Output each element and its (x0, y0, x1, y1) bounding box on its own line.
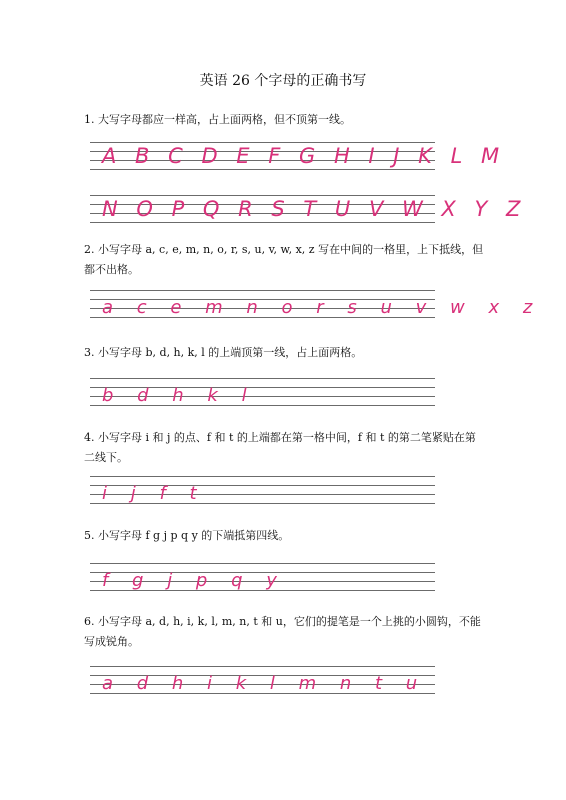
example-uppercase-a-m: A B C D E F G H I J K L M (102, 144, 506, 168)
example-middle-letters: a c e m n o r s u v w x z (102, 296, 542, 318)
example-descender-letters: f g j p q y (102, 569, 286, 591)
rule-1: 1. 大写字母都应一样高，占上面两格，但不顶第一线。 (84, 113, 351, 126)
rule-2: 2. 小写字母 a, c, e, m, n, o, r, s, u, v, w, x, z 写在中间的一格里，上下抵线，但都不出格。 (84, 243, 484, 276)
example-uppercase-n-z: N O P Q R S T U V W X Y Z (102, 197, 527, 221)
rule-4: 4. 小写字母 i 和 j 的点、f 和 t 的上端都在第一格中间，f 和 t 的第二笔紧贴在第二线下。 (84, 431, 476, 464)
example-ijft-letters: i j f t (102, 482, 206, 504)
example-hook-letters: a d h i k l m n t u (102, 672, 427, 694)
rule-6: 6. 小写字母 a, d, h, i, k, l, m, n, t 和 u，它们的提笔是一个上挑的小圆钩，不能写成锐角。 (84, 615, 481, 648)
example-ascender-letters: b d h k l (102, 384, 256, 406)
rule-3: 3. 小写字母 b, d, h, k, l 的上端顶第一线，占上面两格。 (84, 346, 363, 359)
rule-5: 5. 小写字母 f g j p q y 的下端抵第四线。 (84, 529, 290, 542)
page-title: 英语 26 个字母的正确书写 (199, 73, 367, 89)
